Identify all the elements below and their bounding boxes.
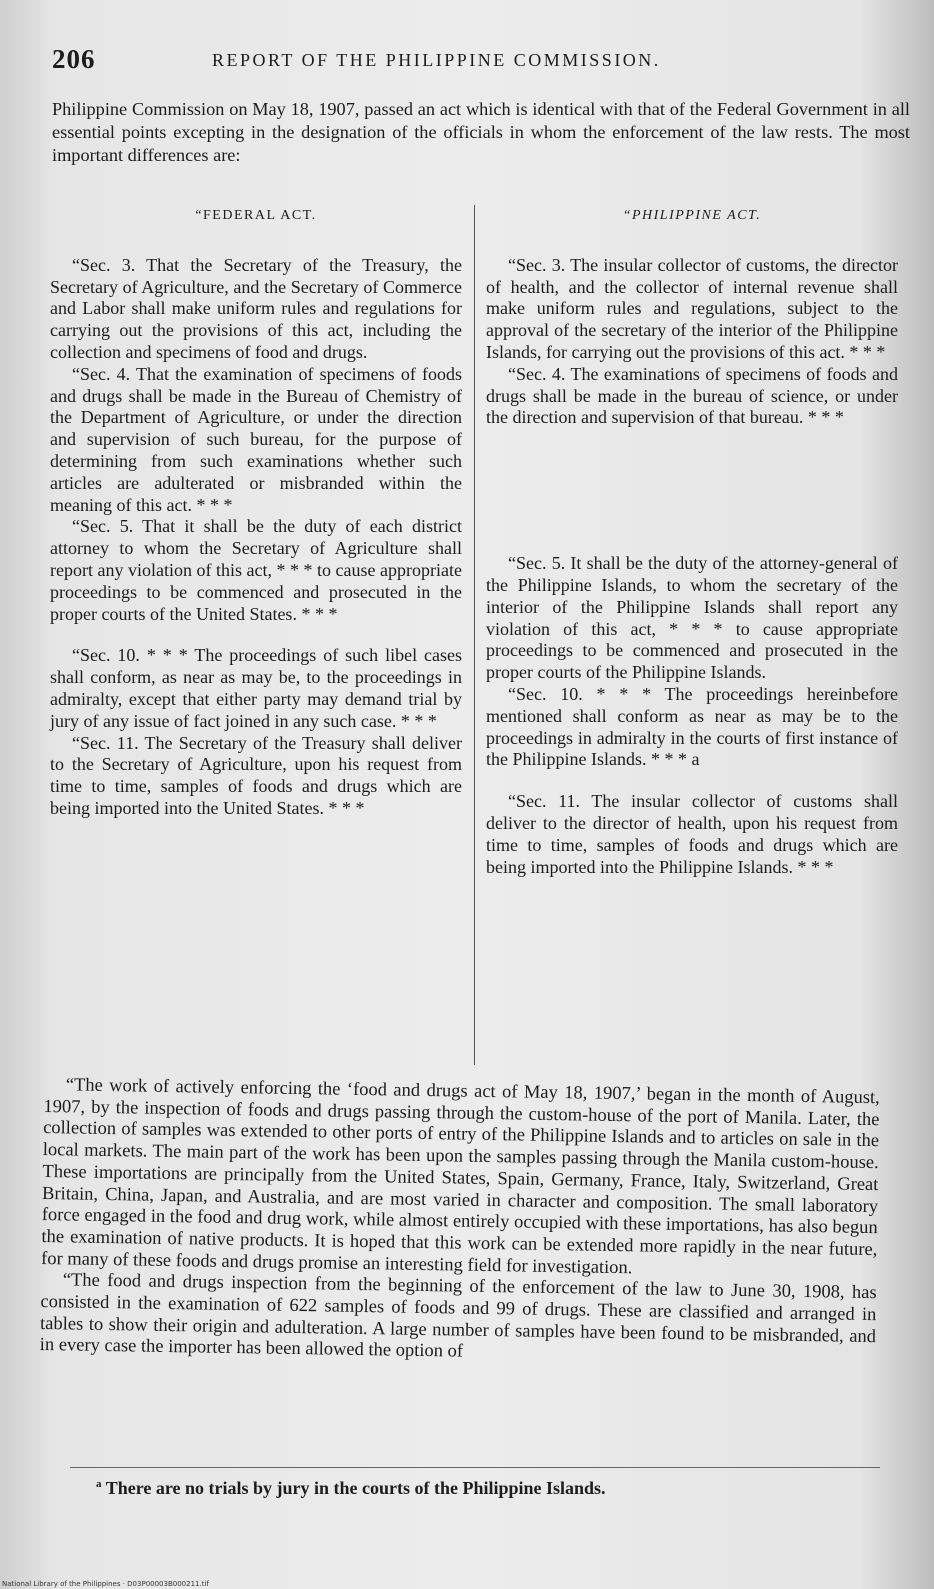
federal-sec-4: “Sec. 4. That the examination of specimens of foods and drugs shall be made in the Bureau of Chemistry of the Department of Agriculture, or under the direction and supervision of such bureau, for the purpose of determining from such examinations whether such articles are adulterated or misbranded within the meaning of this act. * * * <box>50 363 462 515</box>
footnote-marker: a <box>96 1478 102 1490</box>
philippine-sec-5: “Sec. 5. It shall be the duty of the attorney-general of the Philippine Islands, to whom the secretary of the interior of the Philippine Islands shall report any violation of this act, * * * to cause appropriate proceedings to be commenced and prosecuted in the proper courts of the Philippine Islands. <box>486 553 898 683</box>
footnote-text: There are no trials by jury in the courts of the Philippine Islands. <box>105 1478 606 1498</box>
body-paragraph-1: “The work of actively enforcing the ‘food and drugs act of May 18, 1907,’ began in the month of August, 1907, by the inspection of foods and drugs passing through the custom-house of the port of Manila. Later, the collection of samples was extended to other ports of entry of the Philippine Islands and to articles on sale in the local markets. The main part of the work has been upon the samples passing through the Manila custom-house. These importations are principally from the United States, Spain, Germany, France, Italy, Switzerland, Great Britain, China, Japan, and Australia, and are most varied in character and composition. The small laboratory force engaged in the food and drug work, while almost entirely occupied with these importations, has also begun the examination of native products. It is hoped that this work can be extended more rapidly in the near future, for many of these foods and drugs promise an interesting field for investigation. <box>40 1075 880 1278</box>
page-number: 206 <box>52 44 96 74</box>
federal-sec-10: “Sec. 10. * * * The proceedings of such libel cases shall conform, as near as may be, to the proceedings in admiralty, except that either party may demand trial by jury of any issue of fact joined in any such case. * * * <box>50 645 462 731</box>
scan-credit: National Library of the Philippines · D03P00003B000211.tif <box>2 1580 209 1588</box>
footnote <box>96 1478 606 1499</box>
body-text <box>40 1075 880 1370</box>
federal-sec-3: “Sec. 3. That the Secretary of the Treasury, the Secretary of Agriculture, and the Secretary of Commerce and Labor shall make uniform rules and regulations for carrying out the provisions of this act, including the collection and specimens of food and drugs. <box>50 254 462 362</box>
federal-sec-5: “Sec. 5. That it shall be the duty of each district attorney to whom the Secretary of Agriculture shall report any violation of this act, * * * to cause appropriate proceedings to be commenced and prosecuted in the proper courts of the United States. * * * <box>50 516 462 624</box>
federal-sec-11: “Sec. 11. The Secretary of the Treasury shall deliver to the Secretary of Agriculture, upon his request from time to time, samples of foods and drugs which are being imported into the United States. * * * <box>50 732 462 818</box>
running-head: REPORT OF THE PHILIPPINE COMMISSION. <box>212 50 661 70</box>
philippine-sec-11: “Sec. 11. The insular collector of customs shall deliver to the director of health, upon his request from time to time, samples of foods and drugs which are being imported into the Philippine Islands. * * * <box>486 791 898 877</box>
federal-act-column <box>50 205 462 820</box>
body-paragraph-2: “The food and drugs inspection from the beginning of the enforcement of the law to June 30, 1908, has consisted in the examination of 622 samples of foods and 99 of drugs. These are classified and arranged in tables to show their origin and adulteration. A large number of samples have been found to be misbranded, and in every case the importer has been allowed the option of <box>39 1270 877 1363</box>
philippine-sec-10: “Sec. 10. * * * The proceedings hereinbefore mentioned shall conform as near as may be to the proceedings in admiralty in the courts of first instance of the Philippine Islands. * * * a <box>486 683 898 770</box>
comparison-columns <box>50 205 912 1070</box>
column-divider <box>474 205 475 1065</box>
philippine-sec-3: “Sec. 3. The insular collector of customs, the director of health, and the collector of internal revenue shall make uniform rules and regulations, subject to the approval of the secretary of the interior of the Philippine Islands, for carrying out the provisions of this act. * * * <box>486 254 898 362</box>
intro-paragraph: Philippine Commission on May 18, 1907, passed an act which is identical with that of the Federal Government in all essential points excepting in the designation of the officials in whom the enforcement of the law rests. The most important differences are: <box>52 99 910 165</box>
philippine-sec-4: “Sec. 4. The examinations of specimens of foods and drugs shall be made in the bureau of science, or under the direction and supervision of that bureau. * * * <box>486 363 898 428</box>
federal-act-heading: “FEDERAL ACT. <box>195 208 317 223</box>
philippine-act-heading: “PHILIPPINE ACT. <box>622 208 762 223</box>
page-header <box>52 44 894 84</box>
footnote-rule <box>70 1467 880 1468</box>
philippine-act-column <box>486 205 898 878</box>
